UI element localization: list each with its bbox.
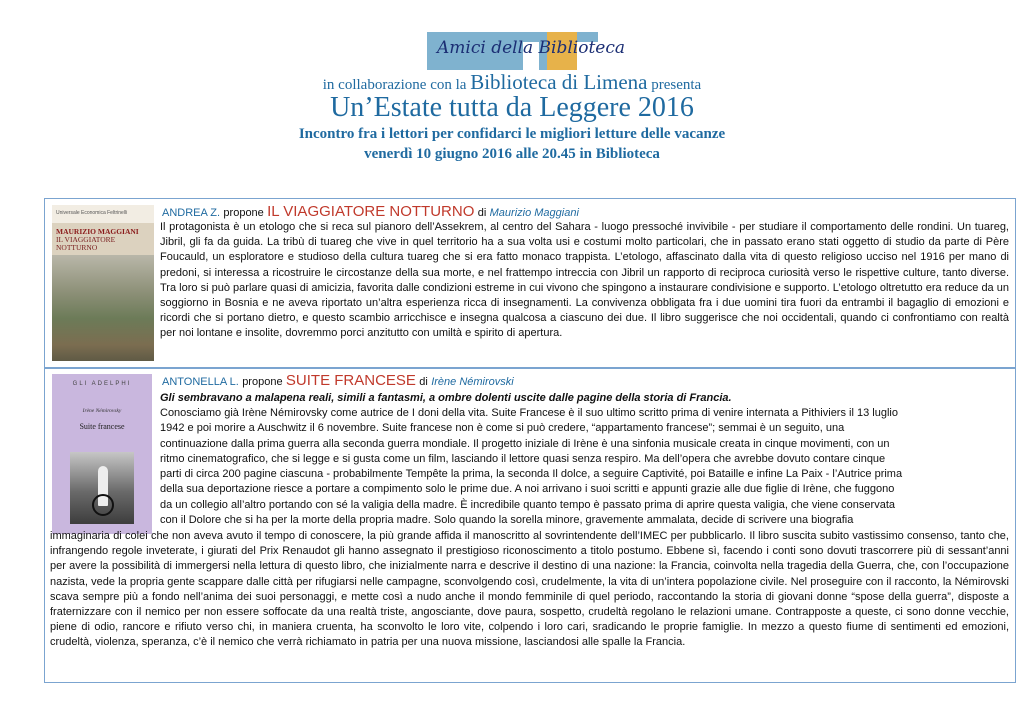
propone-label: propone [223, 207, 264, 219]
di-label: di [419, 376, 428, 388]
event-date: venerdì 10 giugno 2016 alle 20.45 in Biblioteca [364, 146, 660, 162]
entry2-review-top [160, 406, 1009, 528]
di-label: di [477, 207, 487, 219]
review-line: parti di circa 200 pagine ciascuna - probabilmente Tempête la prima, la seconda Il dolce, a seguire Captivité, poi Bataille e infine La Paix - l’Autrice prima [160, 468, 903, 481]
review-line: con il Dolore che si ha per la morte della propria madre. Solo quando la sorella minore, gravemente ammalata, decide di scrivere una biografia [160, 514, 854, 527]
cover-photo [70, 452, 134, 524]
collab-pre: in collaborazione con la [322, 77, 467, 93]
review-line: continuazione dalla prima guerra alla seconda guerra mondiale. Il progetto iniziale di Irène è una sinfonia musicale creata in cinque movimenti, con un [160, 437, 890, 450]
review-line: 1942 e poi morire a Auschwitz il 6 novembre. Suite francese non è come si può credere, “appartamento francese”; semmai è un seguito, una [160, 422, 845, 435]
reader-name: ANDREA Z. [162, 207, 221, 219]
book-title: IL VIAGGIATORE NOTTURNO [267, 203, 475, 220]
book-cover-1 [52, 205, 154, 361]
cover-series: GLI ADELPHI [72, 381, 132, 387]
review-line: ritmo cinematografico, che si legge e si gusta come un film, lasciando il lettore quasi senza respiro. Ma dell’opera che avrebbe dovuto contare cinque [160, 452, 886, 465]
cover-title: Suite francese [79, 422, 125, 431]
cover-author: MAURIZIO MAGGIANI [56, 227, 139, 236]
cover-series: Universale Economica Feltrinelli [56, 210, 128, 216]
entry1-review: Il protagonista è un etologo che si reca sul pianoro dell’Assekrem, al centro del Sahara - luogo pressoché invivibile - per studiare il comportamento delle rondini. Un tuareg, Jibril, gli fa da guida. La tribù di tuareg che vive in quel territorio ha a sua volta usi e costumi molto particolari, che in passato erano stati oggetto di studio da parte di Père Foucauld, un esploratore e studioso della cultura tuareg che si era fatto monaco trappista. L’etologo, affascinato dalla vita di questo religioso ucciso nel 1916 per mano di predoni, si interessa a ricostruire le circostanze della sua morte, e nel frattempo intreccia con Jibril un rapporto di reciproca curiosità verso le rispettive culture, tanto diverse. Tra loro si può parlare quasi di amicizia, favorita dalle condizioni estreme in cui vivono che spingono a instaurare condivisione e supporto. L’etologo oltretutto era reduce da un soggiorno in Bosnia e ne aveva riportato un’altra esperienza ricca di insegnamenti. La convivenza obbligata fra i due uomini tira fuori da entrambi il bagaglio di emozioni e ricordi che si portano dietro, e questo scambio arricchisce e insegna qualcosa a ciascuno dei due. Il libro suggerisce che noi occidentali, quando ci confrontiamo con realtà per noi lontane e insolite, dovremmo porci anzitutto con umiltà e spirito di apertura. [160, 221, 1009, 340]
cover-author: Irène Némirovsky [82, 408, 122, 414]
page-subtitle: Incontro fra i lettori per confidarci le migliori letture delle vacanze [298, 126, 726, 142]
entry2-heading [162, 372, 514, 389]
collab-post: presenta [651, 77, 702, 93]
library-name: Biblioteca di Limena [470, 70, 648, 94]
book-author: Maurizio Maggiani [489, 207, 579, 219]
propone-label: propone [242, 376, 283, 388]
review-line: da un collegio all’altro portando con sé la valigia della madre. È incredibile quanto tempo è passato prima di aprire questa valigia, che viene conservata [160, 498, 895, 511]
photo-bicycle-wheel [92, 494, 114, 516]
cover-title: IL VIAGGIATORE NOTTURNO [56, 235, 116, 252]
entry2-quote: Gli sembravano a malapena reali, simili a fantasmi, a ombre dolenti uscite dalle pagine della storia di Francia. [160, 392, 732, 404]
book-title: SUITE FRANCESE [285, 372, 416, 389]
book-cover-2 [52, 374, 152, 534]
reader-name: ANTONELLA L. [162, 376, 239, 388]
page-title: Un’Estate tutta da Leggere 2016 [330, 92, 694, 123]
logo [427, 32, 626, 70]
book-author: Irène Némirovski [431, 376, 514, 388]
review-line: Conosciamo già Irène Némirovsky come autrice de I doni della vita. Suite Francese è il suo ultimo scritto prima di venire internata a Pithiviers il 13 luglio [160, 407, 898, 419]
logo-text: Amici della Biblioteca [437, 38, 626, 58]
cover-band [52, 205, 154, 223]
entry1-heading [162, 203, 579, 220]
review-line: della sua deportazione riesce a portare a compimento solo le prime due. A noi arrivano i suoi scritti e appunti grazie alle due figlie di Irène, che fuggono [160, 483, 895, 496]
entry2-review-bottom: immaginaria di colei che non aveva avuto il tempo di conoscere, la più grande affida il manoscritto al sovrintendente dell’IMEC per pubblicarlo. Il libro suscita subito vastissimo consenso, tanto che, infrangendo regole inveterate, i giurati del Prix Renaudot gli hanno assegnato il prestigioso riconoscimento a titolo postumo. Ebbene sì, facendo i conti sono dovuti trascorrere più di sessant’anni per avere la possibilità di immergersi nella lettura di questo libro, che inizialmente narra e descrive il destino di una nazione: la Francia, coinvolta nella tragedia della Guerra, che, con l’occupazione nazista, vede la propria gente scappare dalle città per rifugiarsi nelle campagne, sconvolgendo così, crudelmente, la vita di un’intera popolazione civile. Nel proseguire con il racconto, la Némirovski scava sempre più a fondo nell’anima dei suoi personaggi, e mette così a nudo anche il mondo femminile di quel periodo, raccontando la storia di giovani donne “spose della guerra”, disposte a fraternizzare con il nemico per non essere soffocate da una realtà triste, angosciante, dove paura, sospetto, crudeltà regolano le relazioni umane. Contrapposte a queste, ci sono donne vecchie, piene di odio, rancore e rifiuto verso chi, in maniera cruenta, ha sconvolto le loro vite, colpendo i loro cari, sradicando le proprie famiglie. In mezzo a questo fiume di sentimenti ed emozioni, crudeltà, violenza, speranza, c’è il nemico che verrà richiamato in patria per una nuova missione, lasciandosi alle spalle la Francia. [50, 530, 1009, 649]
cover-landscape-image [52, 255, 154, 361]
